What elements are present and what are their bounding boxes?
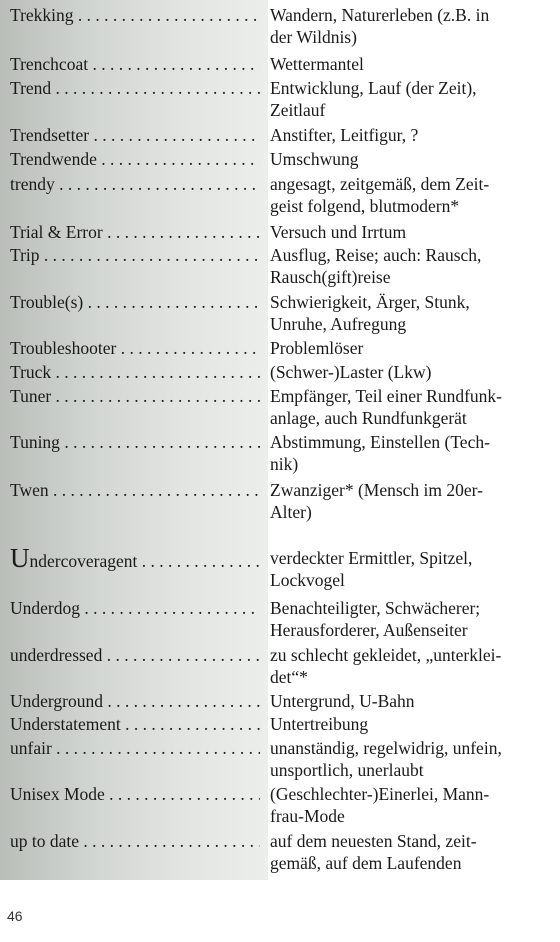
entry-term: trendy . . . (10, 173, 260, 195)
entry-definition: Benachteiligter, Schwächerer; Herausforderer, Außenseiter (270, 598, 481, 640)
entry-definition: Empfänger, Teil einer Rundfunk- anlage, auch Rundfunkgerät (270, 386, 502, 428)
entry-term: unfair . . . (10, 737, 260, 759)
entry-definition: auf dem neuesten Stand, zeit- gemäß, auf dem Laufenden (270, 831, 477, 873)
entry-term: Trekking . . . (10, 4, 260, 26)
entry-definition: Wandern, Naturerleben (z.B. in der Wildnis) (270, 5, 490, 47)
entry-term: Tuning . . . (10, 431, 260, 453)
entry-definition: unanständig, regelwidrig, unfein, unsportlich, unerlaubt (270, 738, 502, 780)
entry-definition: Zwanziger* (Mensch im 20er- Alter) (270, 480, 483, 522)
entry-definition: Schwierigkeit, Ärger, Stunk, Unruhe, Aufregung (270, 292, 470, 334)
entry-definition: Versuch und Irrtum (270, 222, 407, 242)
entry-term: Trenchcoat . . . (10, 53, 260, 75)
entry-term: Trendsetter . . . (10, 124, 260, 146)
entry-term: Underground . . . (10, 690, 260, 712)
entry-definition: Wettermantel (270, 54, 364, 74)
entry-term: Truck . . . (10, 361, 260, 383)
entry-term: underdressed . . . (10, 644, 260, 666)
entry-term: Trend . . . (10, 77, 260, 99)
section-initial: U (10, 547, 30, 572)
page-number: 46 (7, 908, 23, 924)
entry-definition: Problemlöser (270, 338, 364, 358)
entry-term: Trendwende . . . (10, 148, 260, 170)
entry-term: Underdog . . . (10, 597, 260, 619)
entry-term: Tuner . . . (10, 385, 260, 407)
entry-definition: Ausflug, Reise; auch: Rausch, Rausch(gift)reise (270, 245, 482, 287)
entry-term: Trip . . . (10, 244, 260, 266)
entry-definition: zu schlecht gekleidet, „unterklei- det“* (270, 645, 502, 687)
entry-term: Twen . . . (10, 479, 260, 501)
entry-definition: (Schwer-)Laster (Lkw) (270, 362, 432, 382)
entry-term: Troubleshooter . . . (10, 337, 260, 359)
entry-definition: Untergrund, U-Bahn (270, 691, 415, 711)
entry-definition: Anstifter, Leitfigur, ? (270, 125, 419, 145)
entry-definition: Umschwung (270, 149, 359, 169)
entry-term: Unisex Mode . . . (10, 783, 260, 805)
entry-definition: (Geschlechter-)Einerlei, Mann- frau-Mode (270, 784, 490, 826)
entry-term: up to date . . . (10, 830, 260, 852)
entry-term: Understatement . . . (10, 713, 260, 735)
entry-definition: angesagt, zeitgemäß, dem Zeit- geist folgend, blutmodern* (270, 174, 490, 216)
entry-term: Trouble(s) . . . (10, 291, 260, 313)
entry-definition: Abstimmung, Einstellen (Tech- nik) (270, 432, 490, 474)
entry-term (10, 547, 260, 572)
entry-term: Trial & Error . . . (10, 221, 260, 243)
entry-term-rest: ndercoveragent (29, 551, 138, 571)
entry-definition: verdeckter Ermittler, Spitzel, Lockvogel (270, 548, 473, 590)
entry-definition: Entwicklung, Lauf (der Zeit), Zeitlauf (270, 78, 477, 120)
entry-definition: Untertreibung (270, 714, 369, 734)
